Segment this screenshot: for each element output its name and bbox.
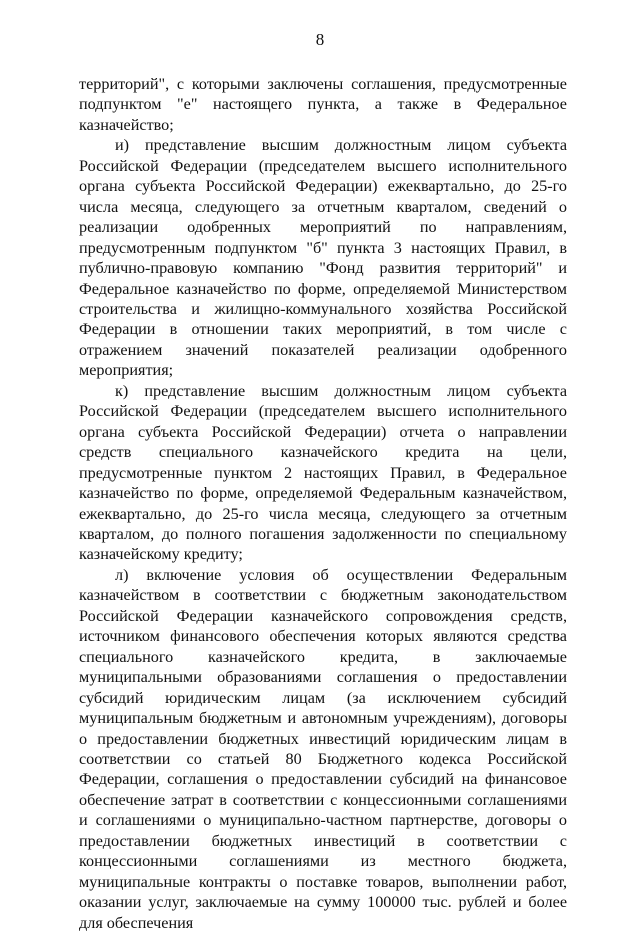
page-number: 8 xyxy=(315,30,325,49)
paragraph-continuation: территорий", с которыми заключены соглашения, предусмотренные подпунктом "е" настоящего пункта, а также в Федеральное казначейство; xyxy=(79,75,567,134)
paragraph-item-l: л) включение условия об осуществлении Федеральным казначейством в соответствии с бюджетным законодательством Российской Федерации казначейского сопровождения средств, источником финансового обеспечения которых являются средства специального казначейского кредита, в заключаемые муниципальными образованиями соглашения о предоставлении субсидий юридическим лицам (за исключением субсидий муниципальным бюджетным и автономным учреждениям), договоры о предоставлении бюджетных инвестиций юридическим лицам в соответствии со статьей 80 Бюджетного кодекса Российской Федерации, соглашения о предоставлении субсидий на финансовое обеспечение затрат в соответствии с концессионными соглашениями и соглашениями о муниципально-частном партнерстве, договоры о предоставлении бюджетных инвестиций в соответствии с концессионными соглашениями из местного бюджета, муниципальные контракты о поставке товаров, выполнении работ, оказании услуг, заключаемые на сумму 100000 тыс. рублей и более для обеспечения xyxy=(79,565,567,932)
document-body xyxy=(79,74,567,933)
paragraph-item-i: и) представление высшим должностным лицом субъекта Российской Федерации (председателем высшего исполнительного органа субъекта Российской Федерации) ежеквартально, до 25-го числа месяца, следующего за отчетным кварталом, сведений о реализации одобренных мероприятий по направлениям, предусмотренным подпунктом "б" пункта 3 настоящих Правил, в публично-правовую компанию "Фонд развития территорий" и Федеральное казначейство по форме, определяемой Министерством строительства и жилищно-коммунального хозяйства Российской Федерации в отношении таких мероприятий, в том числе с отражением значений показателей реализации одобренного мероприятия; xyxy=(79,136,567,380)
paragraph-item-k: к) представление высшим должностным лицом субъекта Российской Федерации (председателем высшего исполнительного органа субъекта Российской Федерации) отчета о направлении средств специального казначейского кредита на цели, предусмотренные пунктом 2 настоящих Правил, в Федеральное казначейство по форме, определяемой Федеральным казначейством, ежеквартально, до 25-го числа месяца, следующего за отчетным кварталом, до полного погашения задолженности по специальному казначейскому кредиту; xyxy=(79,381,567,564)
